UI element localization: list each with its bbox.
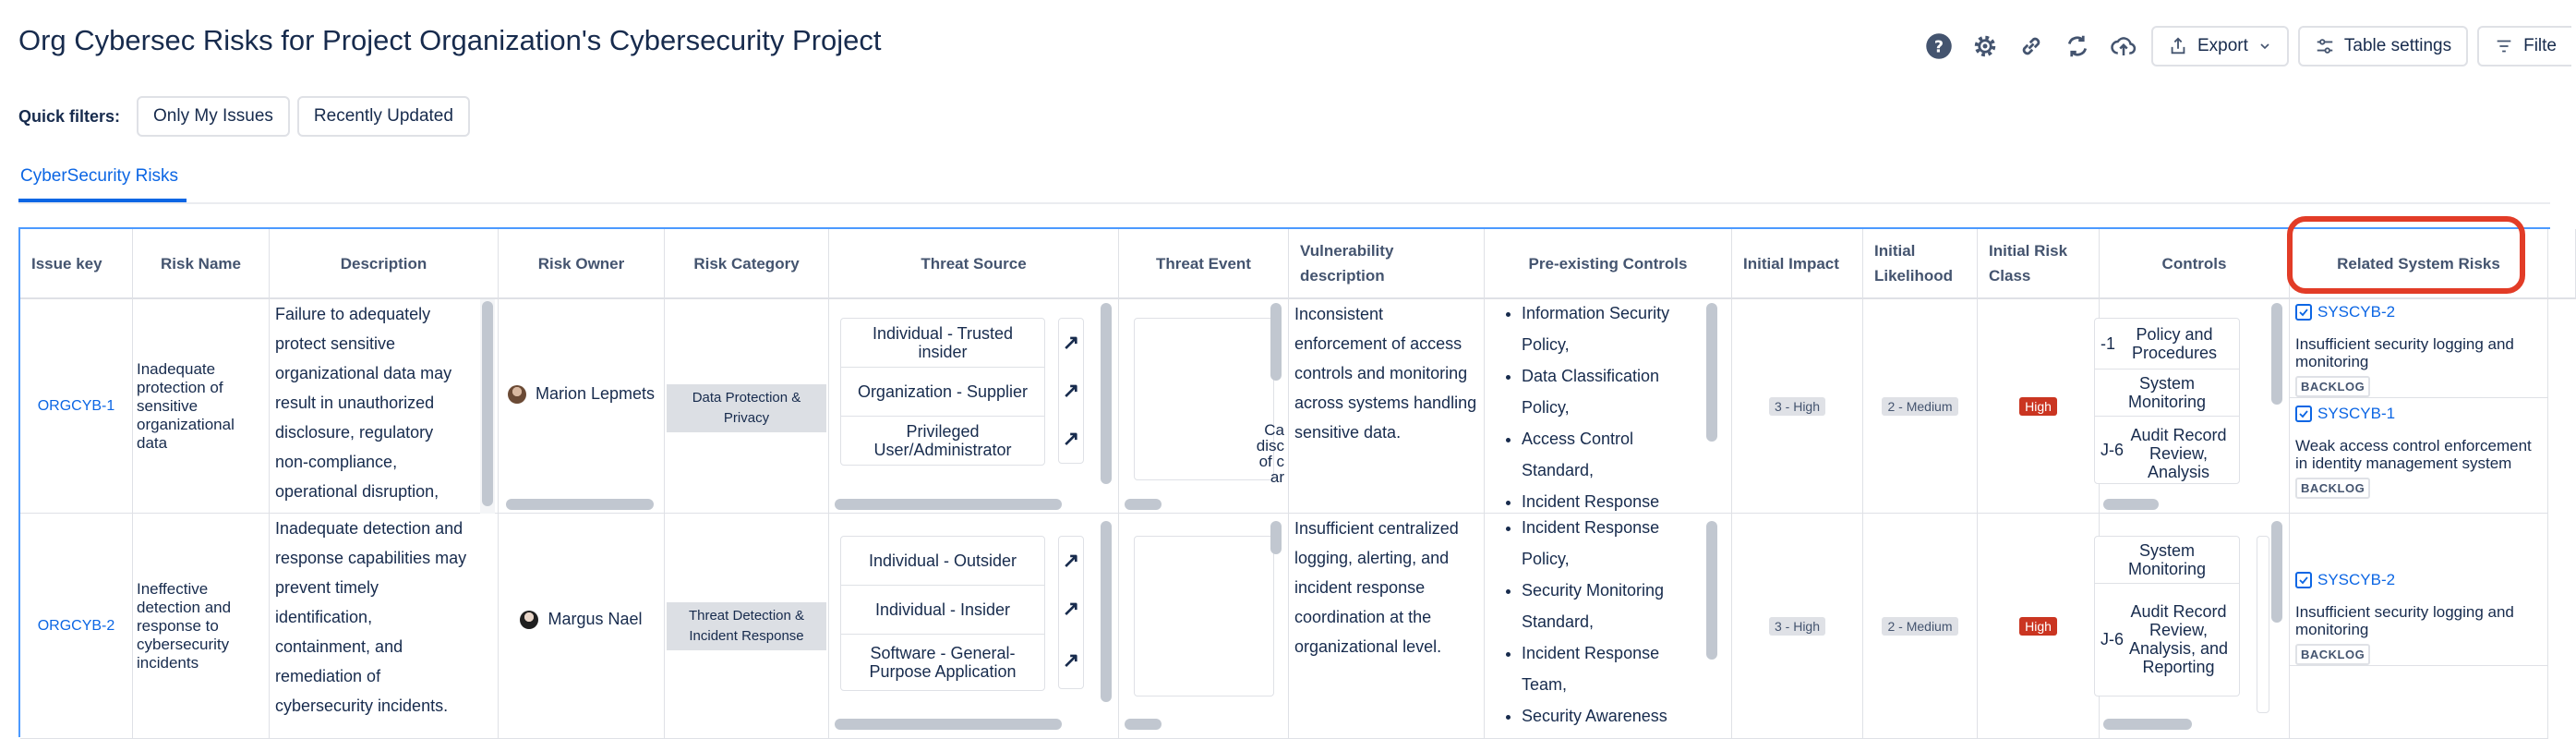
threat-event-fragment: of c: [1258, 453, 1284, 470]
related-system-risks-cell: [2290, 299, 2548, 514]
external-link-icon[interactable]: ↗: [1062, 648, 1080, 672]
vulnerability-cell: [1289, 299, 1485, 514]
horizontal-scrollbar[interactable]: [1125, 719, 1162, 730]
risk-owner-cell: [499, 514, 665, 739]
filter-icon: [2494, 36, 2514, 56]
risk-table: [18, 227, 2550, 737]
external-link-icon[interactable]: ↗: [1062, 331, 1080, 354]
list-item: • Information Security Policy,: [1522, 297, 1706, 360]
quick-filters: [18, 96, 470, 137]
divider: [2290, 665, 2547, 666]
control-code: -1: [2101, 334, 2116, 353]
list-item: • Access Control Standard,: [1522, 423, 1706, 486]
vulnerability-text: Inconsistent enforcement of access controls and monitoring across systems handling sensitive data.: [1294, 305, 1477, 442]
vertical-scrollbar[interactable]: [1101, 303, 1112, 484]
horizontal-scrollbar[interactable]: [835, 719, 1062, 730]
list-item: • Incident Response Team,: [1522, 637, 1706, 700]
control-name: System Monitoring: [2127, 374, 2207, 411]
toolbar: [1920, 24, 2571, 68]
checkbox-icon: [2295, 572, 2312, 588]
header-related-system-risks[interactable]: Related System Risks: [2290, 229, 2548, 299]
controls-cell: [2100, 299, 2290, 514]
threat-source-list: [840, 318, 1045, 466]
risk-owner[interactable]: [499, 384, 664, 404]
horizontal-scrollbar[interactable]: [2103, 719, 2192, 730]
description-text: Failure to adequately protect sensitive organizational data may result in unauthorized disclosure, regulatory non-compliance, operational disruption,: [275, 305, 452, 501]
list-item: • Security Awareness: [1522, 700, 1706, 732]
threat-event-box: [1134, 318, 1284, 486]
initial-risk-class-cell: [1978, 514, 2100, 739]
related-risk-card[interactable]: [2295, 405, 2535, 499]
header-initial-risk-class[interactable]: Initial Risk Class: [1978, 229, 2100, 299]
control-name: Policy and Procedures: [2131, 325, 2218, 362]
control-name: Audit Record Review, Analysis: [2130, 426, 2227, 481]
threat-source-cell: [829, 514, 1119, 739]
initial-impact-cell: [1732, 299, 1863, 514]
controls-cell: [2100, 514, 2290, 739]
chevron-down-icon: [2257, 39, 2272, 54]
divider: [2290, 397, 2547, 398]
threat-source-item[interactable]: Individual - Insider: [841, 586, 1044, 635]
control-item[interactable]: [2095, 319, 2239, 370]
pre-existing-controls-cell: [1485, 299, 1732, 514]
vulnerability-text: Insufficient centralized logging, alerting, and incident response coordination at the organizational level.: [1294, 519, 1459, 656]
header-threat-source[interactable]: Threat Source: [829, 229, 1119, 299]
list-item: • Incident Response: [1522, 486, 1706, 517]
list-item: • Security Monitoring Standard,: [1522, 575, 1706, 637]
description-cell: [270, 514, 499, 739]
svg-text:?: ?: [1933, 38, 1944, 57]
risk-name-cell: Ineffective detection and response to cybersecurity incidents: [133, 514, 270, 739]
control-item[interactable]: [2095, 584, 2239, 695]
header-risk-name[interactable]: Risk Name: [133, 229, 270, 299]
header-initial-impact[interactable]: Initial Impact: [1732, 229, 1863, 299]
vulnerability-cell: [1289, 514, 1485, 739]
vertical-scrollbar[interactable]: [2271, 303, 2282, 405]
threat-source-list: [840, 536, 1045, 691]
annotation-highlight: [2287, 216, 2525, 294]
header-threat-event[interactable]: Threat Event: [1119, 229, 1289, 299]
controls-list: [2094, 318, 2240, 484]
tab-divider: [18, 202, 2550, 204]
header-vulnerability-description[interactable]: Vulnerability description: [1289, 229, 1485, 299]
header-risk-owner[interactable]: Risk Owner: [499, 229, 665, 299]
header-controls[interactable]: Controls: [2100, 229, 2290, 299]
threat-source-item[interactable]: Privileged User/Administrator: [873, 422, 1012, 459]
related-risk-key[interactable]: SYSCYB-2: [2317, 571, 2396, 588]
issue-key-link[interactable]: ORGCYB-2: [37, 617, 115, 634]
threat-event-fragment: Ca: [1264, 421, 1284, 439]
pre-existing-controls-list: [1485, 297, 1706, 517]
status-badge: BACKLOG: [2295, 376, 2370, 397]
cloud-upload-icon[interactable]: [2105, 28, 2142, 65]
export-button[interactable]: [2151, 26, 2289, 67]
avatar: [508, 385, 526, 404]
risk-name-cell: Inadequate protection of sensitive organizational data: [133, 299, 270, 514]
filter-button[interactable]: [2477, 26, 2571, 67]
vertical-scrollbar[interactable]: [1101, 521, 1112, 702]
control-code: J-6: [2101, 441, 2125, 459]
gear-icon[interactable]: [1967, 28, 2004, 65]
filter-label: Filte: [2523, 36, 2558, 55]
table-settings-button[interactable]: [2298, 26, 2468, 67]
export-icon: [2168, 36, 2188, 56]
control-name: System Monitoring: [2127, 541, 2207, 578]
horizontal-scrollbar[interactable]: [2103, 499, 2159, 510]
external-link-icon[interactable]: ↗: [1062, 549, 1080, 572]
risk-category-tag: Threat Detection & Incident Response: [667, 602, 826, 650]
risk-owner-cell: [499, 299, 665, 514]
header-initial-likelihood[interactable]: Initial Likelihood: [1863, 229, 1978, 299]
initial-likelihood-badge: 2 - Medium: [1882, 617, 1957, 636]
related-risk-card[interactable]: [2295, 303, 2535, 397]
header-risk-category[interactable]: Risk Category: [665, 229, 829, 299]
external-link-icon[interactable]: ↗: [1062, 427, 1080, 450]
quick-filters-label: Quick filters:: [18, 106, 121, 126]
threat-event-box: [1134, 536, 1274, 697]
page-title: Org Cybersec Risks for Project Organization's Cybersecurity Project: [18, 24, 882, 56]
controls-column-edge: [2257, 536, 2269, 713]
header-issue-key[interactable]: Issue key: [20, 229, 133, 299]
controls-list: [2094, 536, 2240, 697]
threat-source-item[interactable]: Individual - Trusted insider: [841, 319, 1044, 368]
external-link-icon[interactable]: ↗: [1062, 597, 1080, 620]
filter-recently-updated[interactable]: Recently Updated: [297, 96, 470, 137]
related-risk-key[interactable]: SYSCYB-1: [2317, 405, 2396, 422]
open-link-column: [1058, 318, 1084, 464]
help-icon[interactable]: [1920, 28, 1957, 65]
avatar: [520, 611, 538, 629]
header-overflow: [2548, 229, 2576, 299]
sync-icon[interactable]: [2059, 28, 2096, 65]
initial-likelihood-cell: [1863, 514, 1978, 739]
open-link-column: [1058, 536, 1084, 689]
risk-class-badge: High: [2019, 397, 2057, 416]
related-risk-title: Insufficient security logging and monitoring: [2295, 335, 2514, 370]
risk-owner-name: Margus Nael: [548, 610, 643, 628]
related-risk-card[interactable]: [2295, 571, 2535, 665]
description-text: Inadequate detection and response capabilities may prevent timely identification, containment, and remediation of cybersecurity incidents.: [275, 519, 467, 715]
risk-owner[interactable]: [499, 610, 664, 629]
vertical-scrollbar[interactable]: [1706, 521, 1717, 660]
threat-event-cell: [1119, 514, 1289, 739]
initial-likelihood-cell: [1863, 299, 1978, 514]
threat-event-fragment: ar: [1270, 468, 1284, 486]
related-risk-title: Insufficient security logging and monitoring: [2295, 603, 2514, 638]
filter-only-my-issues[interactable]: Only My Issues: [137, 96, 290, 137]
control-item[interactable]: [2095, 417, 2239, 491]
control-name: Audit Record Review, Analysis, and Reporting: [2128, 602, 2229, 676]
risk-class-badge: High: [2019, 617, 2057, 636]
threat-source-item[interactable]: Individual - Outsider: [841, 537, 1044, 586]
related-risk-key[interactable]: SYSCYB-2: [2317, 303, 2396, 321]
export-label: Export: [2197, 36, 2248, 55]
sliders-icon: [2315, 36, 2335, 56]
table-settings-label: Table settings: [2343, 36, 2452, 55]
vertical-scrollbar[interactable]: [1706, 303, 1717, 442]
risk-owner-name: Marion Lepmets: [535, 384, 656, 403]
status-badge: BACKLOG: [2295, 644, 2370, 665]
threat-event-fragment: disc: [1256, 437, 1284, 454]
header-description[interactable]: Description: [270, 229, 499, 299]
status-badge: BACKLOG: [2295, 478, 2370, 499]
threat-event-text: [1229, 422, 1284, 485]
header-pre-existing-controls[interactable]: Pre-existing Controls: [1485, 229, 1732, 299]
threat-source-item[interactable]: Organization - Supplier: [841, 368, 1044, 417]
initial-impact-badge: 3 - High: [1769, 617, 1825, 636]
initial-impact-cell: [1732, 514, 1863, 739]
list-item: • Incident Response Policy,: [1522, 512, 1706, 575]
list-item: • Data Classification Policy,: [1522, 360, 1706, 423]
control-item[interactable]: [2095, 537, 2239, 584]
risk-category-cell: [665, 514, 829, 739]
checkbox-icon: [2295, 406, 2312, 422]
description-cell: [270, 299, 499, 514]
horizontal-scrollbar[interactable]: [835, 499, 1062, 510]
table-row: [20, 514, 133, 739]
risk-category-cell: [665, 299, 829, 514]
checkbox-icon: [2295, 304, 2312, 321]
threat-source-item[interactable]: Software - General-Purpose Application: [869, 644, 1017, 681]
initial-likelihood-badge: 2 - Medium: [1882, 397, 1957, 416]
link-icon[interactable]: [2013, 28, 2050, 65]
risk-category-tag: Data Protection & Privacy: [667, 384, 826, 432]
related-risk-title: Weak access control enforcement in identity management system: [2295, 437, 2532, 472]
vertical-scrollbar[interactable]: [1270, 521, 1282, 554]
threat-event-cell: [1119, 299, 1289, 514]
control-item[interactable]: [2095, 370, 2239, 417]
external-link-icon[interactable]: ↗: [1062, 379, 1080, 402]
vertical-scrollbar[interactable]: [482, 301, 493, 506]
vertical-scrollbar[interactable]: [1270, 303, 1282, 381]
pre-existing-controls-cell: [1485, 514, 1732, 739]
initial-impact-badge: 3 - High: [1769, 397, 1825, 416]
tab-cybersecurity-risks[interactable]: CyberSecurity Risks: [20, 166, 179, 186]
initial-risk-class-cell: [1978, 299, 2100, 514]
horizontal-scrollbar[interactable]: [506, 499, 654, 510]
control-code: J-6: [2101, 630, 2125, 648]
pre-existing-controls-list: [1485, 512, 1706, 732]
table-row: [20, 299, 133, 514]
vertical-scrollbar[interactable]: [2271, 521, 2282, 623]
threat-source-cell: [829, 299, 1119, 514]
related-system-risks-cell: [2290, 514, 2548, 739]
issue-key-link[interactable]: ORGCYB-1: [37, 397, 115, 414]
horizontal-scrollbar[interactable]: [1125, 499, 1162, 510]
